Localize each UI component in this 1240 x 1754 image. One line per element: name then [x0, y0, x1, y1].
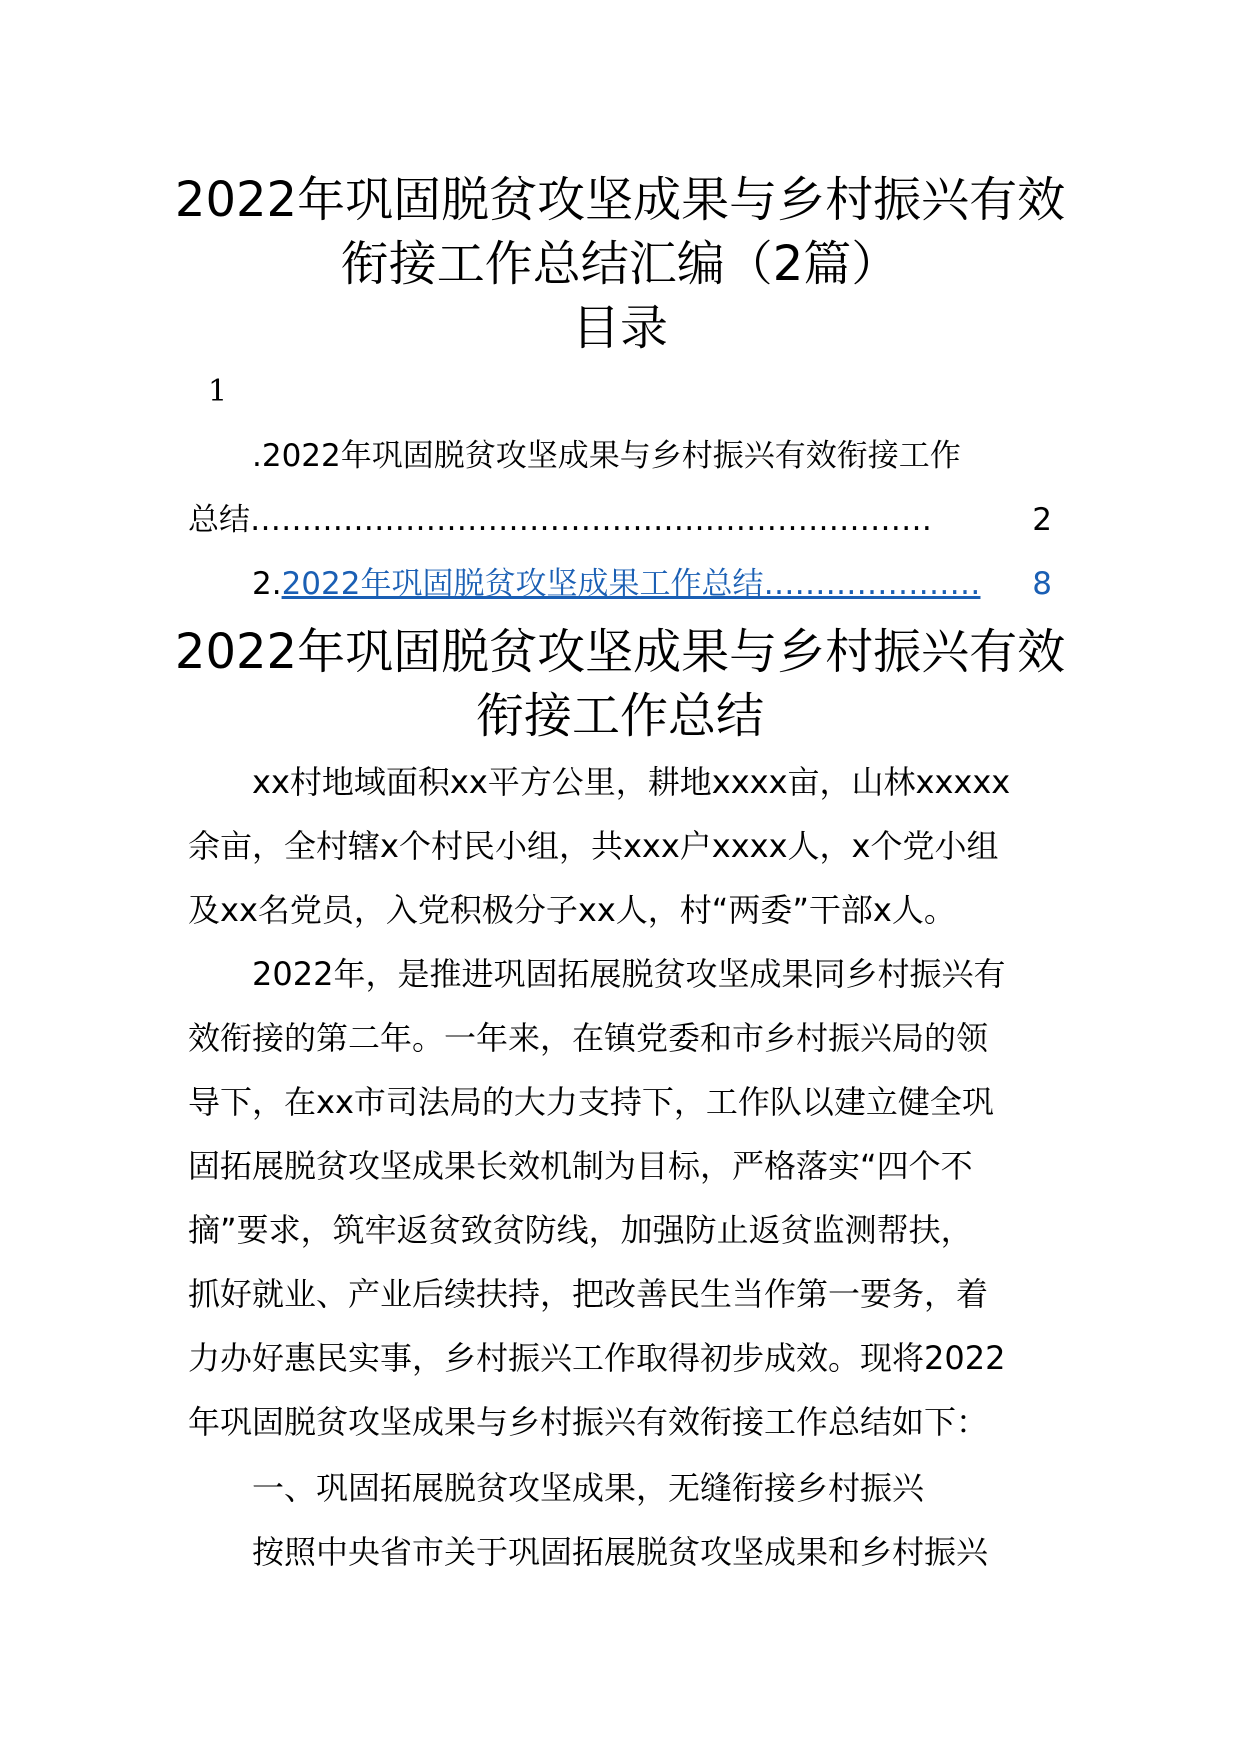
document-title-line-1: 2022年巩固脱贫攻坚成果与乡村振兴有效 — [174, 172, 1066, 228]
toc-item-1-leader: ………………………………………………………… — [250, 502, 932, 538]
paragraph-line: 及xx名党员，入党积极分子xx人，村“两委”干部x人。 — [188, 891, 956, 929]
toc-item-1-text[interactable]: 总结 — [188, 502, 250, 538]
paragraph-annual-summary — [188, 942, 1054, 1454]
paragraph-line: 摘”要求，筑牢返贫致贫防线，加强防止返贫监测帮扶， — [188, 1211, 973, 1249]
paragraph-line: 导下，在xx市司法局的大力支持下，工作队以建立健全巩 — [188, 1083, 994, 1121]
paragraph-line: 年巩固脱贫攻坚成果与乡村振兴有效衔接工作总结如下： — [188, 1403, 989, 1441]
paragraph-policy — [188, 1520, 1054, 1584]
paragraph-line: 抓好就业、产业后续扶持，把改善民生当作第一要务，着 — [188, 1275, 989, 1313]
paragraph-line: 余亩，全村辖x个村民小组，共xxx户xxxx人，x个党小组 — [188, 827, 999, 865]
document-title-line-2: 衔接工作总结汇编（2篇） — [340, 236, 900, 292]
toc-item-2-page: 8 — [1032, 566, 1052, 602]
toc-item-2-number: 2. — [252, 566, 282, 602]
toc-item-1-line-1[interactable]: .2022年巩固脱贫攻坚成果与乡村振兴有效衔接工作 — [252, 438, 961, 474]
article-title-line-1: 2022年巩固脱贫攻坚成果与乡村振兴有效 — [174, 624, 1066, 680]
toc-heading: 目录 — [571, 300, 668, 356]
toc-item-2-leader: ………………… — [763, 566, 981, 602]
toc-item-2-link[interactable]: 2022年巩固脱贫攻坚成果工作总结 — [281, 566, 764, 602]
paragraph-line: 2022年，是推进巩固拓展脱贫攻坚成果同乡村振兴有 — [252, 955, 1006, 993]
paragraph-line: xx村地域面积xx平方公里，耕地xxxx亩，山林xxxxx — [252, 763, 1011, 801]
article-title-line-2: 衔接工作总结 — [475, 688, 764, 744]
toc-number-prefix: 1 — [208, 374, 228, 409]
paragraph-line: 力办好惠民实事，乡村振兴工作取得初步成效。现将2022 — [188, 1339, 1006, 1377]
paragraph-line: 效衔接的第二年。一年来，在镇党委和市乡村振兴局的领 — [188, 1019, 989, 1057]
toc-item-1-page: 2 — [1032, 502, 1052, 538]
toc-item-2[interactable] — [252, 564, 1052, 604]
toc-item-1-line-2[interactable] — [188, 500, 1052, 540]
paragraph-line: 固拓展脱贫攻坚成果长效机制为目标，严格落实“四个不 — [188, 1147, 973, 1185]
paragraph-village-overview — [188, 750, 1054, 942]
section-heading-1: 一、巩固拓展脱贫攻坚成果，无缝衔接乡村振兴 — [252, 1469, 925, 1507]
paragraph-line: 按照中央省市关于巩固拓展脱贫攻坚成果和乡村振兴 — [252, 1533, 989, 1571]
